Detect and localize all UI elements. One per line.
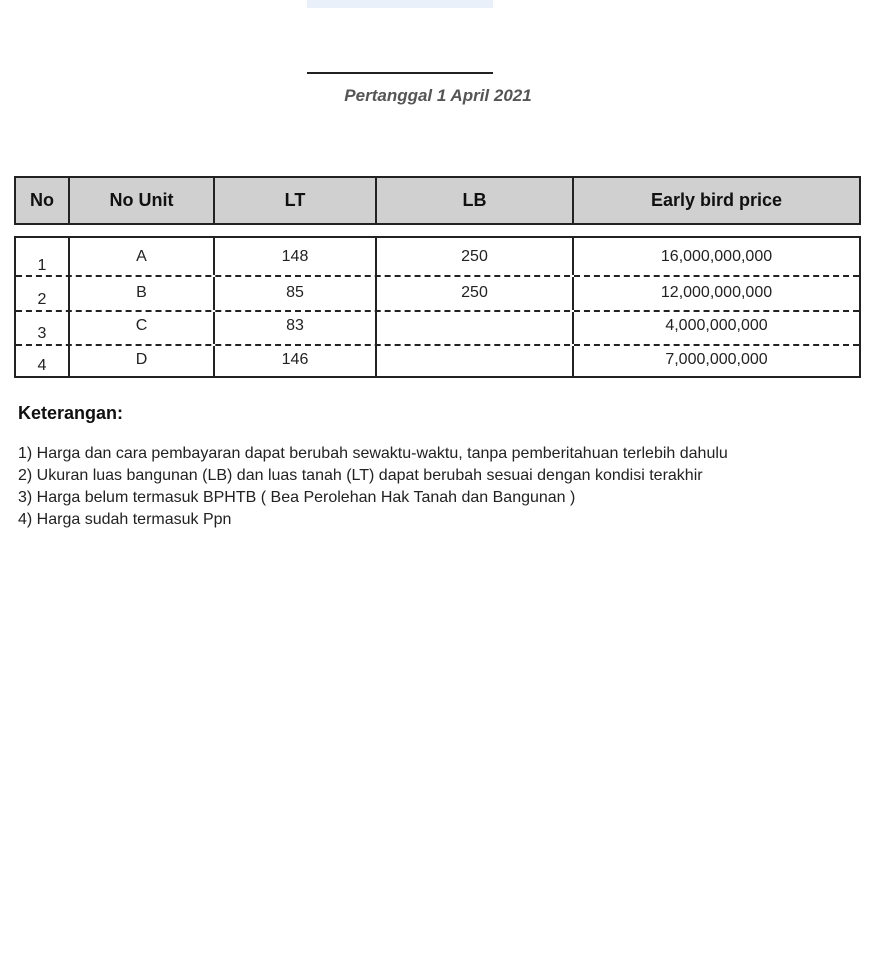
top-bar-fragment <box>307 0 493 8</box>
cell-lt <box>215 238 377 275</box>
cell-no-text: 1 <box>37 257 47 274</box>
column-header-lt: LT <box>215 178 377 223</box>
cell-unit <box>70 346 215 376</box>
column-header-lb: LB <box>377 178 574 223</box>
cell-price <box>574 346 859 376</box>
cell-lt <box>215 346 377 376</box>
note-item: 1) Harga dan cara pembayaran dapat berubah sewaktu-waktu, tanpa pemberitahuan terlebih dahulu <box>18 445 728 462</box>
cell-unit-text: C <box>135 317 148 334</box>
cell-no <box>16 277 70 310</box>
date-caption: Pertanggal 1 April 2021 <box>344 86 532 105</box>
cell-price-text: 4,000,000,000 <box>665 317 768 334</box>
cell-unit-text: A <box>136 248 147 265</box>
cell-lt <box>215 312 377 344</box>
table-row <box>16 238 859 277</box>
column-header-no: No <box>16 178 70 223</box>
notes-list <box>18 444 728 532</box>
cell-no <box>16 238 70 275</box>
cell-price <box>574 238 859 275</box>
cell-price <box>574 277 859 310</box>
table-header <box>14 176 861 225</box>
cell-price-text: 12,000,000,000 <box>660 284 773 301</box>
cell-lt-text: 85 <box>286 284 304 301</box>
cell-no <box>16 346 70 376</box>
note-item: 2) Ukuran luas bangunan (LB) dan luas tanah (LT) dapat berubah sesuai dengan kondisi terakhir <box>18 467 703 484</box>
cell-unit <box>70 238 215 275</box>
cell-lb <box>377 238 574 275</box>
cell-lt <box>215 277 377 310</box>
table-row <box>16 277 859 312</box>
cell-no <box>16 312 70 344</box>
signature-line <box>307 72 493 74</box>
cell-unit-text: D <box>135 351 148 368</box>
note-item: 3) Harga belum termasuk BPHTB ( Bea Perolehan Hak Tanah dan Bangunan ) <box>18 489 576 506</box>
cell-price-text: 16,000,000,000 <box>660 248 773 265</box>
cell-no-text: 4 <box>37 357 47 374</box>
table-row <box>16 346 859 376</box>
cell-price-text: 7,000,000,000 <box>665 351 768 368</box>
cell-unit-text: B <box>136 284 147 301</box>
price-table <box>14 236 861 378</box>
cell-no-text: 3 <box>37 325 47 342</box>
cell-lt-text: 83 <box>286 317 304 334</box>
cell-lb <box>377 277 574 310</box>
cell-lt-text: 148 <box>281 248 309 265</box>
cell-unit <box>70 312 215 344</box>
column-header-early-bird-price: Early bird price <box>650 190 783 210</box>
cell-lb <box>377 346 574 376</box>
cell-lb-text: 250 <box>461 284 488 301</box>
cell-no-text: 2 <box>37 291 47 308</box>
cell-lt-text: 146 <box>281 351 309 368</box>
table-row <box>16 312 859 346</box>
cell-unit <box>70 277 215 310</box>
cell-price <box>574 312 859 344</box>
notes-title: Keterangan: <box>18 403 124 423</box>
note-item: 4) Harga sudah termasuk Ppn <box>18 511 232 528</box>
column-header-no-unit: No Unit <box>70 178 215 223</box>
cell-lb <box>377 312 574 344</box>
cell-lb-text: 250 <box>461 248 488 265</box>
